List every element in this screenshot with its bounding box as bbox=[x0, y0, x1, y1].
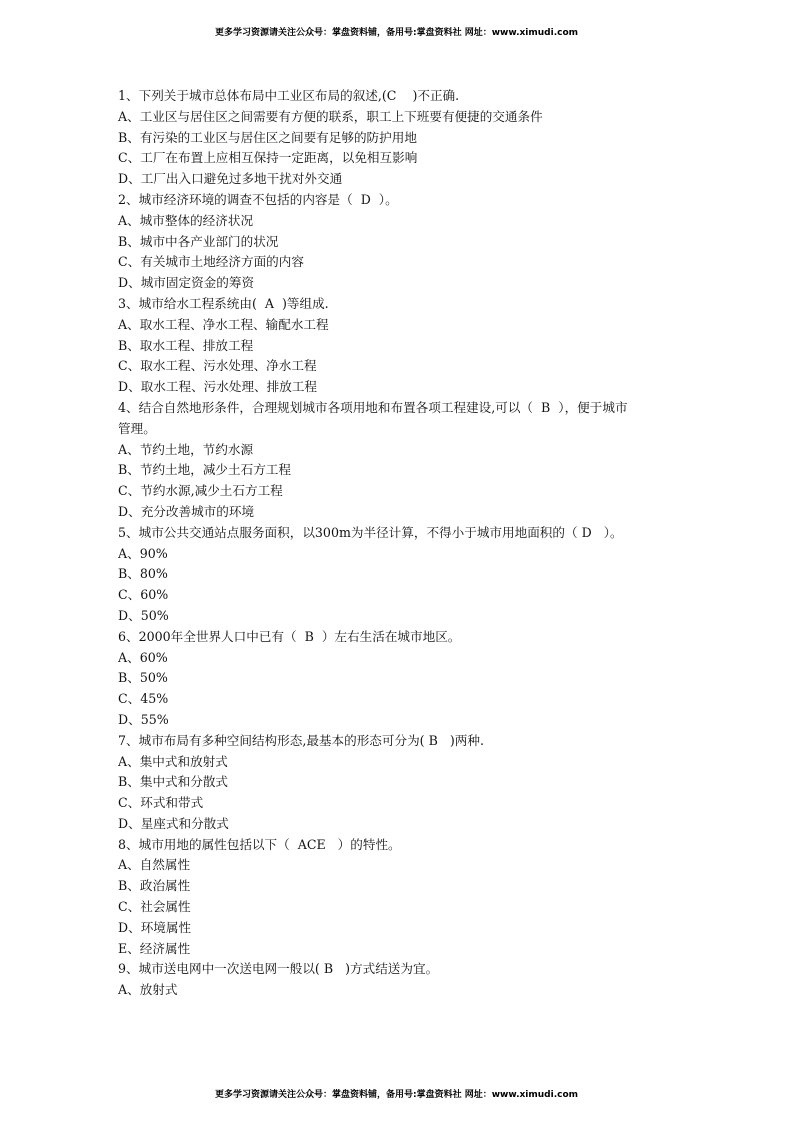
text-line: A、自然属性 bbox=[118, 857, 191, 873]
text-line: 9、城市送电网中一次送电网一般以( B )方式结送为宜。 bbox=[118, 961, 439, 977]
text-line: A、90% bbox=[118, 545, 168, 561]
text-line: B、集中式和分散式 bbox=[118, 774, 229, 790]
text-line: B、节约土地，减少土石方工程 bbox=[118, 462, 291, 478]
text-line: C、取水工程、污水处理、净水工程 bbox=[118, 358, 317, 374]
text-line: 4、结合自然地形条件，合理规划城市各项用地和布置各项工程建设,可以（ B ），便于城市 bbox=[118, 399, 628, 415]
text-line: A、节约土地，节约水源 bbox=[118, 441, 254, 457]
page-footer: 更多学习资源请关注公众号：掌盘资料铺，备用号:掌盘资料社 网址：www.ximudi.com bbox=[214, 1090, 579, 1100]
text-line: 6、2000年全世界人口中已有（ B ）左右生活在城市地区。 bbox=[118, 628, 461, 644]
text-line: D、55% bbox=[118, 711, 169, 727]
text-line: A、城市整体的经济状况 bbox=[118, 212, 254, 228]
text-line: C、社会属性 bbox=[118, 899, 191, 915]
page-header: 更多学习资源请关注公众号：掌盘资料铺，备用号:掌盘资料社 网址：www.ximudi.com bbox=[214, 28, 579, 38]
text-line: A、集中式和放射式 bbox=[118, 753, 228, 769]
text-line: D、环境属性 bbox=[118, 919, 192, 935]
text-line: C、环式和带式 bbox=[118, 795, 204, 811]
text-line: A、取水工程、净水工程、输配水工程 bbox=[118, 316, 329, 332]
text-line: 2、城市经济环境的调查不包括的内容是（ D ）。 bbox=[118, 191, 398, 207]
text-line: C、工厂在布置上应相互保持一定距离，以免相互影响 bbox=[118, 150, 418, 166]
text-line: 管理。 bbox=[118, 420, 156, 436]
text-line: B、取水工程、排放工程 bbox=[118, 337, 254, 353]
text-line: C、60% bbox=[118, 587, 169, 603]
text-line: 1、下列关于城市总体布局中工业区布局的叙述,(C )不正确. bbox=[118, 88, 460, 103]
text-line: 5、城市公共交通站点服务面积，以300m为半径计算，不得小于城市用地面积的（ D ）。 bbox=[118, 524, 623, 540]
text-line: B、50% bbox=[118, 670, 168, 686]
text-line: C、有关城市土地经济方面的内容 bbox=[118, 254, 304, 270]
text-line: B、城市中各产业部门的状况 bbox=[118, 233, 279, 249]
text-line: D、充分改善城市的环境 bbox=[118, 503, 255, 519]
text-line: A、放射式 bbox=[118, 982, 178, 998]
text-line: D、工厂出入口避免过多地干扰对外交通 bbox=[118, 171, 343, 187]
text-line: D、取水工程、污水处理、排放工程 bbox=[118, 379, 318, 395]
text-line: D、城市固定资金的筹资 bbox=[118, 275, 255, 291]
text-line: D、50% bbox=[118, 607, 169, 623]
text-line: A、60% bbox=[118, 649, 168, 665]
document-body bbox=[118, 86, 678, 1001]
text-line: D、星座式和分散式 bbox=[118, 815, 229, 831]
text-line: A、工业区与居住区之间需要有方便的联系，职工上下班要有便捷的交通条件 bbox=[118, 108, 543, 124]
text-line: 7、城市布局有多种空间结构形态,最基本的形态可分为( B )两种. bbox=[118, 732, 484, 748]
text-line: 8、城市用地的属性包括以下（ ACE ）的特性。 bbox=[118, 836, 401, 852]
text-line: B、政治属性 bbox=[118, 878, 191, 894]
text-line: B、有污染的工业区与居住区之间要有足够的防护用地 bbox=[118, 129, 417, 145]
text-line: E、经济属性 bbox=[118, 940, 191, 956]
text-line: B、80% bbox=[118, 566, 168, 582]
text-line: C、45% bbox=[118, 691, 169, 707]
text-line: C、节约水源,减少土石方工程 bbox=[118, 483, 283, 499]
text-line: 3、城市给水工程系统由( A )等组成. bbox=[118, 295, 329, 311]
